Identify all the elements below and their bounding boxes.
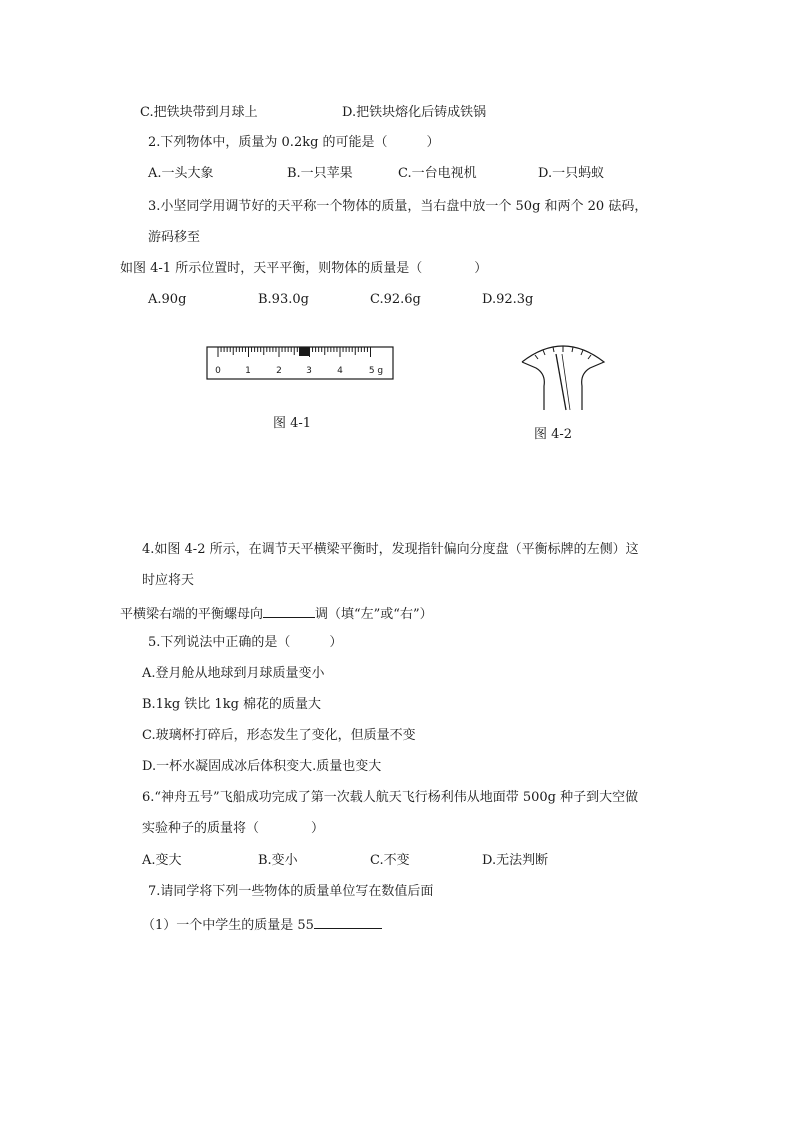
q3-stem-line2: 游码移至 [148, 230, 201, 245]
q4-stem-line3-part2: 调（填“左”或“右”） [315, 607, 433, 622]
q6-stem-line2: 实验种子的质量将（ ） [142, 821, 325, 836]
q3-stem-line3: 如图 4-1 所示位置时，天平平衡，则物体的质量是（ ） [120, 261, 488, 276]
q3-option-a: A.90g [148, 292, 187, 307]
q6-stem-line1: 6.“神舟五号”飞船成功完成了第一次载人航天飞行杨利伟从地面带 500g 种子到大空做 [142, 790, 639, 805]
ruler-label-4: 4 [337, 366, 343, 376]
q4-answer-blank[interactable] [263, 603, 315, 618]
q7-item1-text: （1）一个中学生的质量是 55 [142, 918, 314, 933]
q5-option-c: C.玻璃杯打碎后，形态发生了变化，但质量不变 [142, 728, 416, 743]
figure-4-2-dial [518, 338, 608, 413]
q2-stem: 2.下列物体中，质量为 0.2kg 的可能是（ ） [148, 135, 440, 150]
q2-option-c: C.一台电视机 [398, 166, 477, 181]
q5-option-b: B.1kg 铁比 1kg 棉花的质量大 [142, 697, 322, 712]
q7-stem: 7.请同学将下列一些物体的质量单位写在数值后面 [148, 884, 434, 899]
q5-option-a: A.登月舱从地球到月球质量变小 [142, 666, 325, 681]
q6-option-a: A.变大 [142, 853, 182, 868]
ruler-label-5: 5 g [368, 366, 384, 376]
ruler-label-1: 1 [245, 366, 251, 376]
q1-option-d: D.把铁块熔化后铸成铁锅 [342, 105, 487, 120]
q6-option-c: C.不变 [370, 853, 410, 868]
q3-option-d: D.92.3g [482, 292, 534, 307]
q5-option-d: D.一杯水凝固成冰后体积变大.质量也变大 [142, 759, 382, 774]
ruler-label-0: 0 [215, 366, 221, 376]
q7-item1 [142, 914, 382, 935]
q4-stem-line1: 4.如图 4-2 所示，在调节天平横梁平衡时，发现指针偏向分度盘（平衡标牌的左侧）这 [142, 542, 639, 557]
q6-option-d: D.无法判断 [482, 853, 549, 868]
q7-item1-blank[interactable] [314, 914, 382, 929]
figure-4-1-scale [205, 343, 397, 383]
rider [299, 347, 309, 356]
q2-option-d: D.一只蚂蚁 [538, 166, 605, 181]
q6-option-b: B.变小 [258, 853, 298, 868]
figure-4-2-caption: 图 4-2 [534, 427, 573, 442]
q4-stem-line2: 时应将天 [142, 573, 195, 588]
q3-option-b: B.93.0g [258, 292, 309, 307]
ruler-label-2: 2 [276, 366, 282, 376]
q3-option-c: C.92.6g [370, 292, 421, 307]
q4-stem-line3-part1: 平横梁右端的平衡螺母向 [120, 607, 264, 622]
ruler-label-3: 3 [306, 366, 312, 376]
figure-4-1-caption: 图 4-1 [273, 416, 312, 431]
dial-pointer [556, 354, 566, 410]
q5-stem: 5.下列说法中正确的是（ ） [148, 635, 343, 650]
q4-stem-line3 [120, 603, 433, 624]
q3-stem-line1: 3.小坚同学用调节好的天平称一个物体的质量，当右盘中放一个 50g 和两个 20 砝码， [148, 199, 648, 214]
q2-option-b: B.一只苹果 [287, 166, 353, 181]
q1-option-c: C.把铁块带到月球上 [140, 105, 258, 120]
q2-option-a: A.一头大象 [148, 166, 214, 181]
